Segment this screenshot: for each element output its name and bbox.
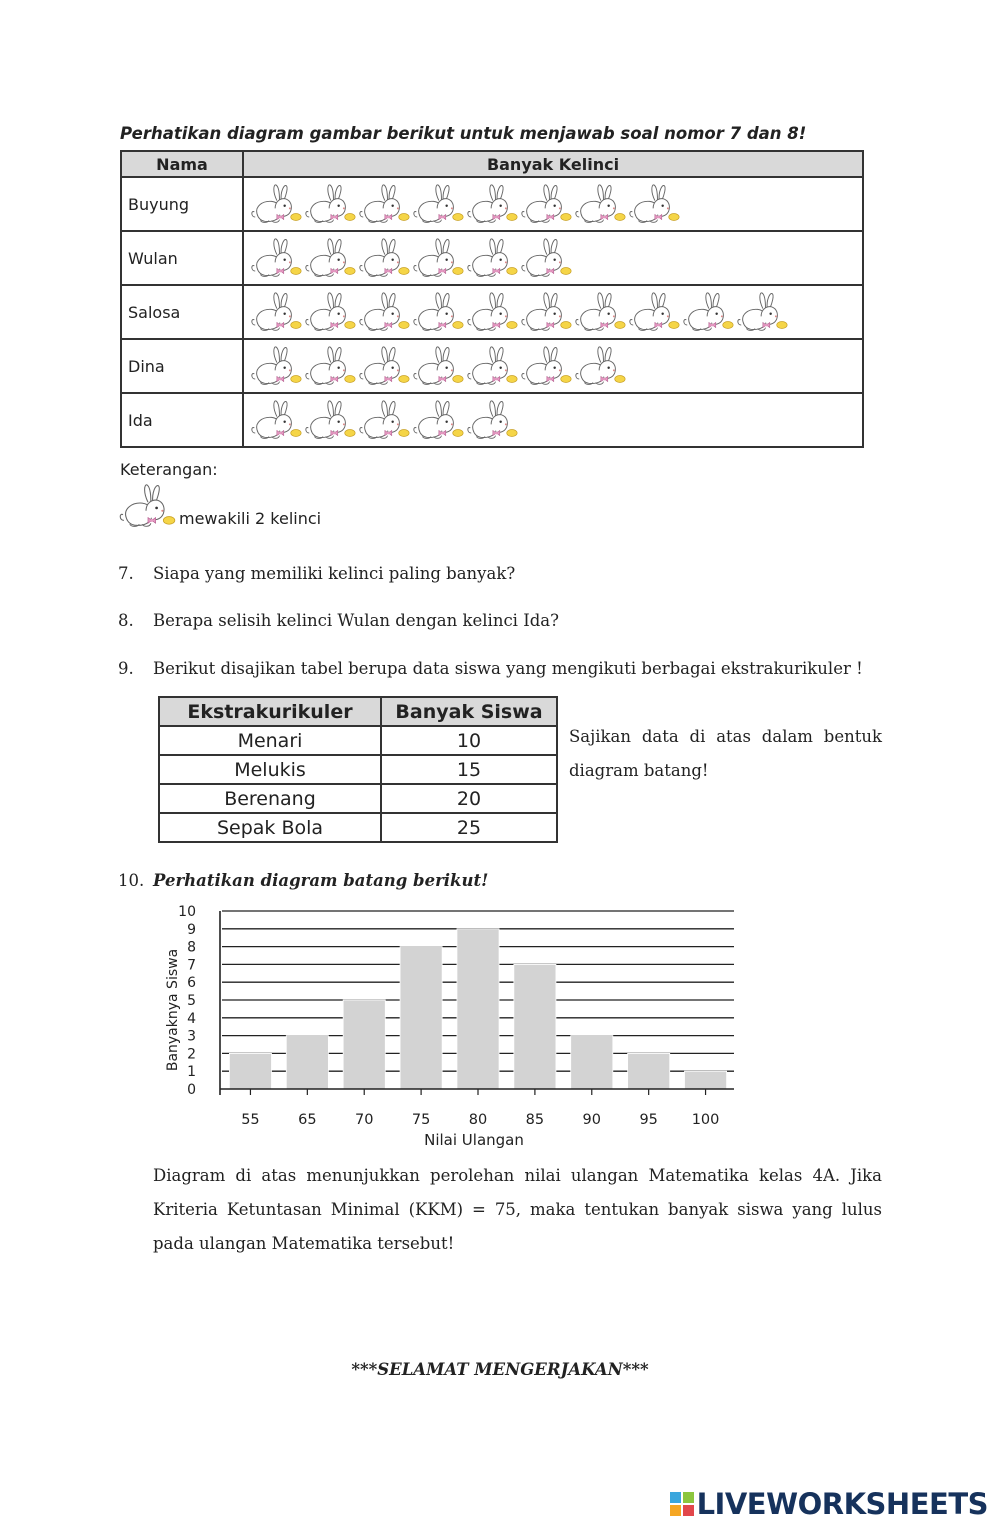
logo-square (670, 1505, 681, 1516)
logo-square (670, 1492, 681, 1503)
table-cell: Melukis (159, 755, 381, 784)
bar-90 (571, 1036, 613, 1089)
table-row (159, 813, 557, 842)
rabbit-icon (412, 343, 464, 389)
rabbit-icons-cell (243, 285, 863, 339)
rabbit-icon (466, 343, 518, 389)
rabbit-icon (682, 289, 734, 335)
y-tick-label: 7 (187, 957, 196, 974)
question-number: 8. (118, 611, 134, 630)
y-tick-label: 5 (187, 993, 196, 1009)
rabbit-icon (304, 397, 356, 443)
y-tick-label: 2 (187, 1046, 196, 1063)
row-name: Dina (121, 339, 243, 393)
table-row (159, 755, 557, 784)
col-header-rabbit-count: Banyak Kelinci (243, 151, 863, 177)
x-axis-label: Nilai Ulangan (424, 1131, 524, 1149)
row-name: Wulan (121, 231, 243, 285)
rabbit-icon (466, 181, 518, 227)
logo-square (683, 1505, 694, 1516)
rabbit-icon (358, 289, 410, 335)
y-tick-label: 1 (187, 1064, 196, 1081)
bar-75 (400, 947, 442, 1089)
instruction-line-1: Sajikan data di atas dalam bentuk (569, 727, 882, 746)
y-tick-label: 0 (187, 1082, 196, 1098)
x-tick-label: 75 (411, 1112, 431, 1128)
pictograph-table (120, 150, 864, 448)
x-tick-label: 65 (298, 1112, 317, 1128)
question-number: 10. (118, 871, 145, 890)
col-header-ekstrakurikuler: Ekstrakurikuler (159, 697, 381, 726)
row-name: Ida (121, 393, 243, 447)
instruction-line-2: diagram batang! (569, 761, 709, 780)
rabbit-icon (628, 181, 680, 227)
rabbit-icon (574, 289, 626, 335)
table-cell: Berenang (159, 784, 381, 813)
table-cell: Menari (159, 726, 381, 755)
x-tick-label: 85 (525, 1112, 545, 1128)
bar-55 (229, 1053, 271, 1089)
question-text: Berapa selisih kelinci Wulan dengan kelinci Ida? (153, 611, 559, 630)
col-header-name: Nama (121, 151, 243, 177)
bar-70 (343, 1000, 385, 1089)
rabbit-icons-cell (243, 393, 863, 447)
x-tick-label: 100 (691, 1112, 720, 1128)
y-tick-label: 9 (187, 921, 196, 938)
question-number: 7. (118, 564, 134, 583)
pictograph-row (121, 177, 863, 231)
rabbit-icon (250, 397, 302, 443)
rabbit-icon (358, 235, 410, 281)
rabbit-icon (304, 181, 356, 227)
rabbit-icon (358, 343, 410, 389)
question-number: 9. (118, 659, 134, 678)
rabbit-icon (304, 289, 356, 335)
rabbit-icons-cell (243, 177, 863, 231)
rabbit-icon (250, 181, 302, 227)
rabbit-icons-cell (243, 231, 863, 285)
ekstrakurikuler-table (158, 696, 558, 843)
legend-text: mewakili 2 kelinci (179, 509, 322, 528)
bar-65 (286, 1036, 328, 1089)
pictograph-row (121, 393, 863, 447)
rabbit-icon (412, 181, 464, 227)
rabbit-icon (250, 343, 302, 389)
pictograph-row (121, 231, 863, 285)
liveworksheets-logo-icon (670, 1492, 694, 1516)
bar-100 (685, 1071, 727, 1089)
y-tick-label: 8 (187, 939, 196, 956)
logo-square (683, 1492, 694, 1503)
rabbit-icon (466, 397, 518, 443)
rabbit-icons-cell (243, 339, 863, 393)
x-tick-label: 90 (582, 1112, 602, 1128)
y-tick-label: 6 (187, 975, 196, 992)
x-tick-label: 80 (468, 1112, 488, 1128)
x-tick-label: 55 (241, 1112, 260, 1128)
table-cell: Sepak Bola (159, 813, 381, 842)
pictograph-row (121, 339, 863, 393)
x-tick-label: 70 (354, 1112, 374, 1128)
rabbit-icon (520, 235, 572, 281)
liveworksheets-wordmark: LIVEWORKSHEETS (696, 1487, 988, 1521)
rabbit-icon (412, 235, 464, 281)
question-text: Siapa yang memiliki kelinci paling banyak? (153, 564, 516, 583)
rabbit-icon (466, 289, 518, 335)
legend-title: Keterangan: (120, 460, 218, 479)
bar-95 (628, 1053, 670, 1089)
rabbit-icon (250, 289, 302, 335)
paragraph-line-2: Kriteria Ketuntasan Minimal (KKM) = 75, maka tentukan banyak siswa yang lulus (153, 1200, 882, 1219)
paragraph-line-1: Diagram di atas menunjukkan perolehan nilai ulangan Matematika kelas 4A. Jika (153, 1166, 882, 1185)
rabbit-icon (736, 289, 788, 335)
table-cell: 25 (381, 813, 557, 842)
rabbit-icon (358, 181, 410, 227)
x-tick-label: 95 (639, 1112, 658, 1128)
question-text: Berikut disajikan tabel berupa data siswa yang mengikuti berbagai ekstrakurikuler ! (153, 659, 863, 678)
table-row (159, 726, 557, 755)
rabbit-icon (520, 343, 572, 389)
rabbit-icon (118, 482, 176, 530)
row-name: Salosa (121, 285, 243, 339)
closing-message: ***SELAMAT MENGERJAKAN*** (351, 1360, 649, 1379)
pictograph-heading: Perhatikan diagram gambar berikut untuk menjawab soal nomor 7 dan 8! (120, 124, 807, 143)
table-cell: 15 (381, 755, 557, 784)
row-name: Buyung (121, 177, 243, 231)
rabbit-icon (466, 235, 518, 281)
y-tick-label: 3 (187, 1028, 196, 1045)
rabbit-icon (574, 343, 626, 389)
rabbit-icon (520, 289, 572, 335)
rabbit-icon (412, 289, 464, 335)
paragraph-line-3: pada ulangan Matematika tersebut! (153, 1234, 455, 1253)
y-tick-label: 4 (187, 1010, 196, 1027)
col-header-banyak-siswa: Banyak Siswa (381, 697, 557, 726)
bar-chart (150, 898, 750, 1156)
bar-80 (457, 929, 499, 1089)
table-row (159, 784, 557, 813)
rabbit-icon (520, 181, 572, 227)
question-text: Perhatikan diagram batang berikut! (153, 871, 489, 890)
rabbit-icon (250, 235, 302, 281)
rabbit-icon (304, 235, 356, 281)
table-cell: 20 (381, 784, 557, 813)
rabbit-icon (358, 397, 410, 443)
rabbit-icon (628, 289, 680, 335)
pictograph-row (121, 285, 863, 339)
y-tick-label: 10 (178, 904, 196, 920)
rabbit-icon (304, 343, 356, 389)
chart-bars (229, 929, 726, 1089)
table-cell: 10 (381, 726, 557, 755)
y-axis-label: Banyaknya Siswa (165, 948, 181, 1072)
bar-85 (514, 964, 556, 1089)
liveworksheets-brand[interactable] (670, 1487, 988, 1521)
rabbit-icon (574, 181, 626, 227)
pictograph-body (121, 177, 863, 447)
rabbit-icon (412, 397, 464, 443)
